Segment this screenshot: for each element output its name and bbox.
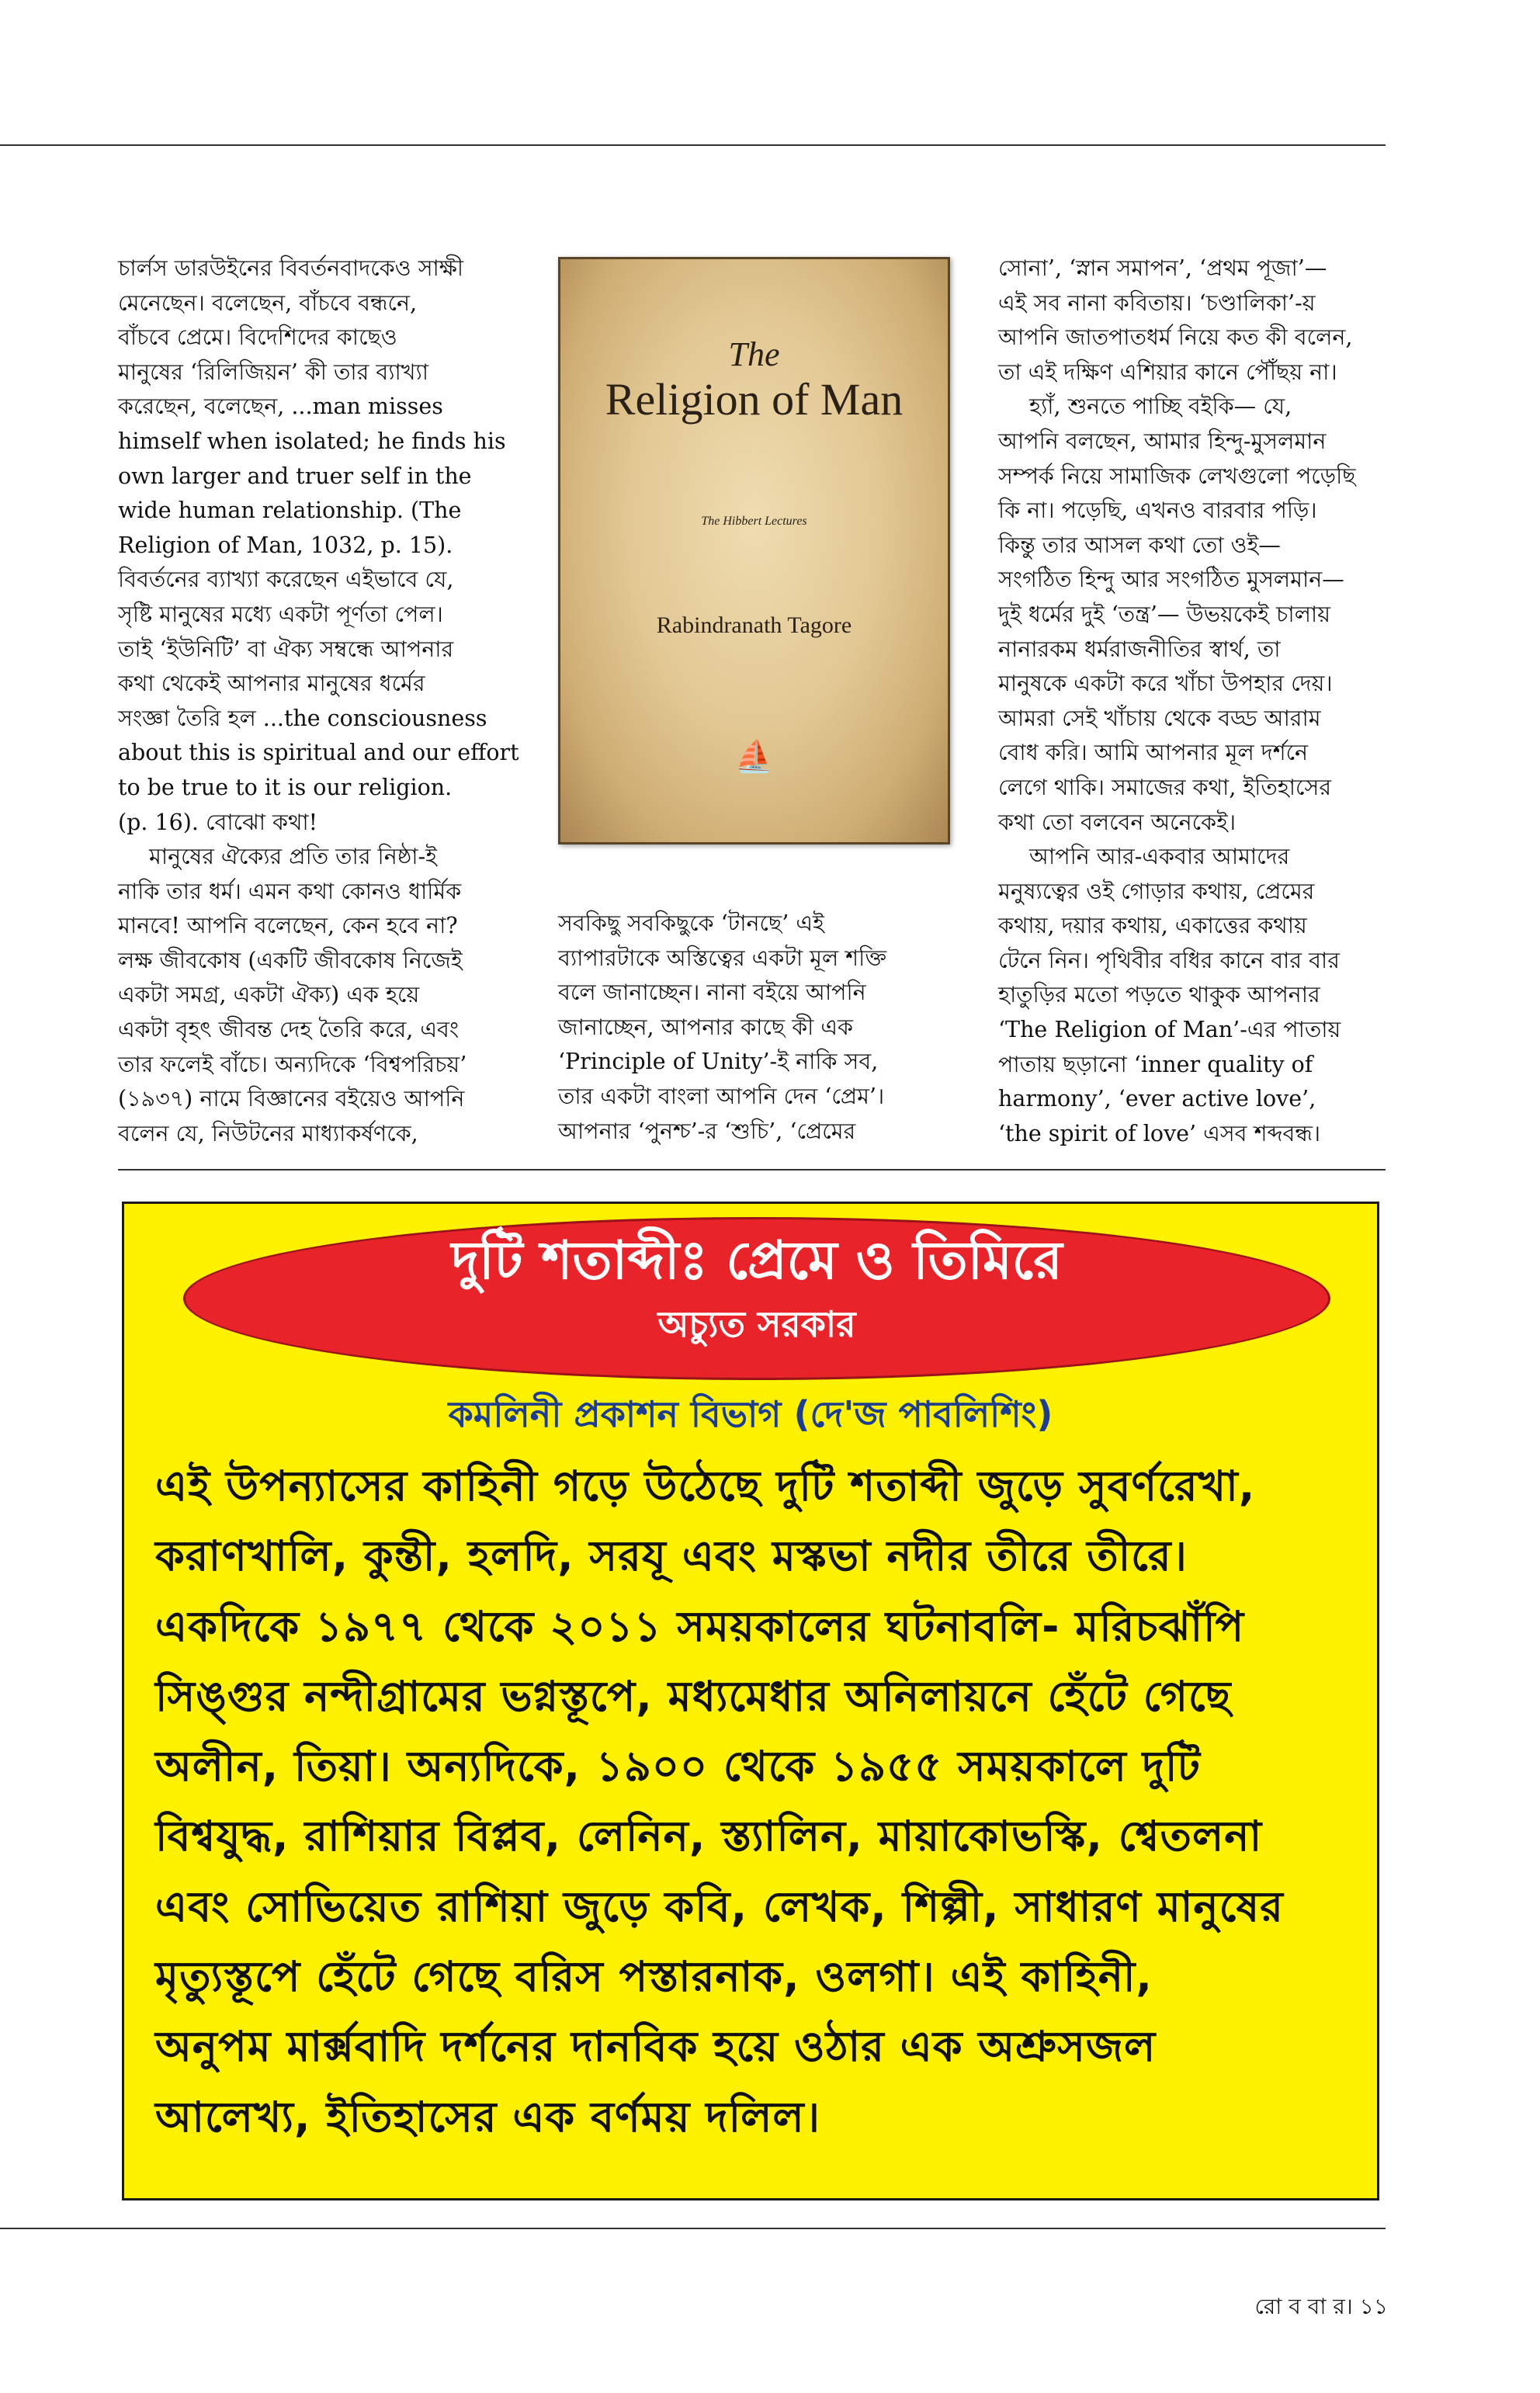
line: কথায়, দয়ার কথায়, একাত্তের কথায় [998, 913, 1307, 939]
line: জানাচ্ছেন, আপনার কাছে কী এক [558, 1014, 853, 1040]
line: কিন্তু তার আসল কথা তো ওই— [998, 532, 1281, 558]
line: হাতুড়ির মতো পড়তে থাকুক আপনার [998, 982, 1320, 1008]
line: কি না। পড়েছি, এখনও বারবার পড়ি। [998, 498, 1317, 524]
mid-rule [118, 1169, 1386, 1170]
line: হ্যাঁ, শুনতে পাচ্ছি বইকি— যে, [1029, 394, 1292, 420]
line: মানবে! আপনি বলেছেন, কেন হবে না? [118, 913, 458, 939]
line: own larger and truer self in the [118, 463, 472, 489]
line: মানুষকে একটা করে খাঁচা উপহার দেয়। [998, 671, 1333, 697]
advertisement-publisher: কমলিনী প্রকাশন বিভাগ (দে'জ পাবলিশিং) [448, 1393, 1053, 1435]
line: আপনার ‘পুনশ্চ’-র ‘শুচি’, ‘প্রেমের [558, 1118, 856, 1144]
book-cover-subtitle: The Hibbert Lectures [701, 515, 807, 528]
line: আপনি বলছেন, আমার হিন্দু-মুসলমান [998, 428, 1327, 454]
page-folio: রো ব বা র। ১১ [1254, 2294, 1388, 2319]
ad-line: এবং সোভিয়েত রাশিয়া জুড়ে কবি, লেখক, শিল্পী, সাধারণ মানুষের [155, 1881, 1284, 1931]
line: ‘The Religion of Man’-এর পাতায় [998, 1017, 1341, 1043]
line: লক্ষ জীবকোষ (একটি জীবকোষ নিজেই [118, 947, 463, 973]
book-cover-title: Religion of Man [605, 374, 904, 425]
line: সৃষ্টি মানুষের মধ্যে একটা পূর্ণতা পেল। [118, 601, 443, 627]
line: তা এই দক্ষিণ এশিয়ার কানে পৌঁছয় না। [998, 359, 1337, 385]
line: মেনেছেন। বলেছেন, বাঁচবে বন্ধনে, [118, 290, 418, 316]
line: কথা থেকেই আপনার মানুষের ধর্মের [118, 671, 425, 697]
line: নাকি তার ধর্ম। এমন কথা কোনও ধার্মিক [118, 878, 462, 904]
line: টেনে নিন। পৃথিবীর বধির কানে বার বার [998, 947, 1340, 973]
line: সংজ্ঞা তৈরি হল ...the consciousness [118, 705, 487, 731]
line: (১৯৩৭) নামে বিজ্ঞানের বইয়েও আপনি [118, 1086, 465, 1112]
ad-line: মৃত্যুস্তূপে হেঁটে গেছে বরিস পস্তারনাক, ওলগা। এই কাহিনী, [155, 1952, 1153, 2002]
line: তার ফলেই বাঁচে। অন্যদিকে ‘বিশ্বপরিচয়’ [118, 1051, 467, 1077]
ad-line: অলীন, তিয়া। অন্যদিকে, ১৯০০ থেকে ১৯৫৫ সময়কালে দুটি [155, 1742, 1201, 1791]
advertisement-title: দুটি শতাব্দীঃ প্রেমে ও তিমিরে [451, 1230, 1063, 1292]
ad-line: অনুপম মার্ক্সবাদি দর্শনের দানবিক হয়ে ওঠার এক অশ্রুসজল [155, 2022, 1157, 2072]
line: তাই ‘ইউনিটি’ বা ঐক্য সম্বন্ধে আপনার [118, 636, 454, 662]
line: করেছেন, বলেছেন, ...man misses [118, 394, 443, 420]
line: নানারকম ধর্মরাজনীতির স্বার্থ, তা [998, 636, 1281, 662]
line: চার্লস ডারউইনের বিবর্তনবাদকেও সাক্ষী [118, 255, 464, 281]
line: (p. 16). বোঝো কথা! [118, 809, 318, 835]
ad-line: করাণখালি, কুন্তী, হলদি, সরযূ এবং মস্কভা নদীর তীরে তীরে। [155, 1531, 1188, 1581]
line: বিবর্তনের ব্যাখ্যা করেছেন এইভাবে যে, [118, 567, 454, 593]
line: একটা বৃহৎ জীবন্ত দেহ তৈরি করে, এবং [118, 1017, 460, 1043]
line: আমরা সেই খাঁচায় থেকে বড্ড আরাম [998, 705, 1321, 731]
top-rule [0, 144, 1386, 146]
line: মানুষের ঐক্যের প্রতি তার নিষ্ঠা-ই [149, 844, 438, 870]
advertisement-author: অচ্যুত সরকার [657, 1303, 856, 1345]
line: লেগে থাকি। সমাজের কথা, ইতিহাসের [998, 774, 1331, 800]
book-cover-author: Rabindranath Tagore [656, 612, 852, 638]
line: himself when isolated; he finds his [118, 428, 506, 454]
book-cover-image [558, 257, 950, 844]
column-left [118, 251, 519, 1151]
line: harmony’, ‘ever active love’, [998, 1086, 1316, 1112]
ad-line: সিঙ্গুর নন্দীগ্রামের ভগ্নস্তূপে, মধ্যমেধার অনিলায়নে হেঁটে গেছে [155, 1671, 1232, 1721]
line: ‘the spirit of love’ এসব শব্দবন্ধ। [998, 1120, 1321, 1146]
line: দুই ধর্মের দুই ‘তন্ত্র’— উভয়কেই চালায় [998, 601, 1330, 627]
ad-line: এই উপন্যাসের কাহিনী গড়ে উঠেছে দুটি শতাব্দী জুড়ে সুবর্ণরেখা, [155, 1462, 1256, 1510]
line: বলেন যে, নিউটনের মাধ্যাকর্ষণকে, [118, 1120, 418, 1146]
line: কথা তো বলবেন অনেকেই। [998, 809, 1237, 835]
line: মানুষের ‘রিলিজিয়ন’ কী তার ব্যাখ্যা [118, 359, 429, 385]
ad-line: একদিকে ১৯৭৭ থেকে ২০১১ সময়কালের ঘটনাবলি- মরিচঝাঁপি [155, 1601, 1245, 1651]
line: ব্যাপারটাকে অস্তিত্বের একটা মূল শক্তি [558, 945, 887, 971]
line: ‘Principle of Unity’-ই নাকি সব, [558, 1049, 879, 1075]
line: সোনা’, ‘স্নান সমাপন’, ‘প্রথম পূজা’— [998, 255, 1327, 281]
line: মনুষ্যত্বের ওই গোড়ার কথায়, প্রেমের [998, 878, 1315, 904]
line: পাতায় ছড়ানো ‘inner quality of [998, 1051, 1313, 1077]
line: বাঁচবে প্রেমে। বিদেশিদের কাছেও [118, 324, 397, 351]
line: Religion of Man, 1032, p. 15). [118, 532, 453, 558]
column-middle [558, 907, 886, 1149]
line: সংগঠিত হিন্দু আর সংগঠিত মুসলমান— [998, 567, 1344, 593]
line: এই সব নানা কবিতায়। ‘চণ্ডালিকা’-য় [998, 290, 1316, 316]
line: বোধ করি। আমি আপনার মূল দর্শনে [998, 740, 1309, 766]
line: about this is spiritual and our effort [118, 740, 519, 766]
line: আপনি আর-একবার আমাদের [1029, 844, 1290, 870]
line: সবকিছু সবকিছুকে ‘টানছে’ এই [558, 910, 824, 936]
line: একটা সমগ্র, একটা ঐক্য) এক হয়ে [118, 982, 420, 1008]
line: সম্পর্ক নিয়ে সামাজিক লেখগুলো পড়েছি [998, 463, 1356, 489]
book-cover-the: The [728, 335, 780, 373]
line: to be true to it is our religion. [118, 774, 453, 800]
ship-icon: ⛵ [734, 739, 774, 774]
line: বলে জানাচ্ছেন। নানা বইয়ে আপনি [558, 980, 866, 1006]
ad-line: আলেখ্য, ইতিহাসের এক বর্ণময় দলিল। [155, 2092, 820, 2142]
bottom-rule [0, 2228, 1386, 2229]
line: তার একটা বাংলা আপনি দেন ‘প্রেম’। [558, 1083, 885, 1109]
line: wide human relationship. (The [118, 498, 462, 524]
column-right [998, 251, 1356, 1151]
ad-line: বিশ্বযুদ্ধ, রাশিয়ার বিপ্লব, লেনিন, স্ত্যালিন, মায়াকোভস্কি, শ্বেতলনা [155, 1812, 1263, 1861]
line: আপনি জাতপাতধর্ম নিয়ে কত কী বলেন, [998, 324, 1353, 351]
advertisement-body [155, 1451, 1351, 2152]
